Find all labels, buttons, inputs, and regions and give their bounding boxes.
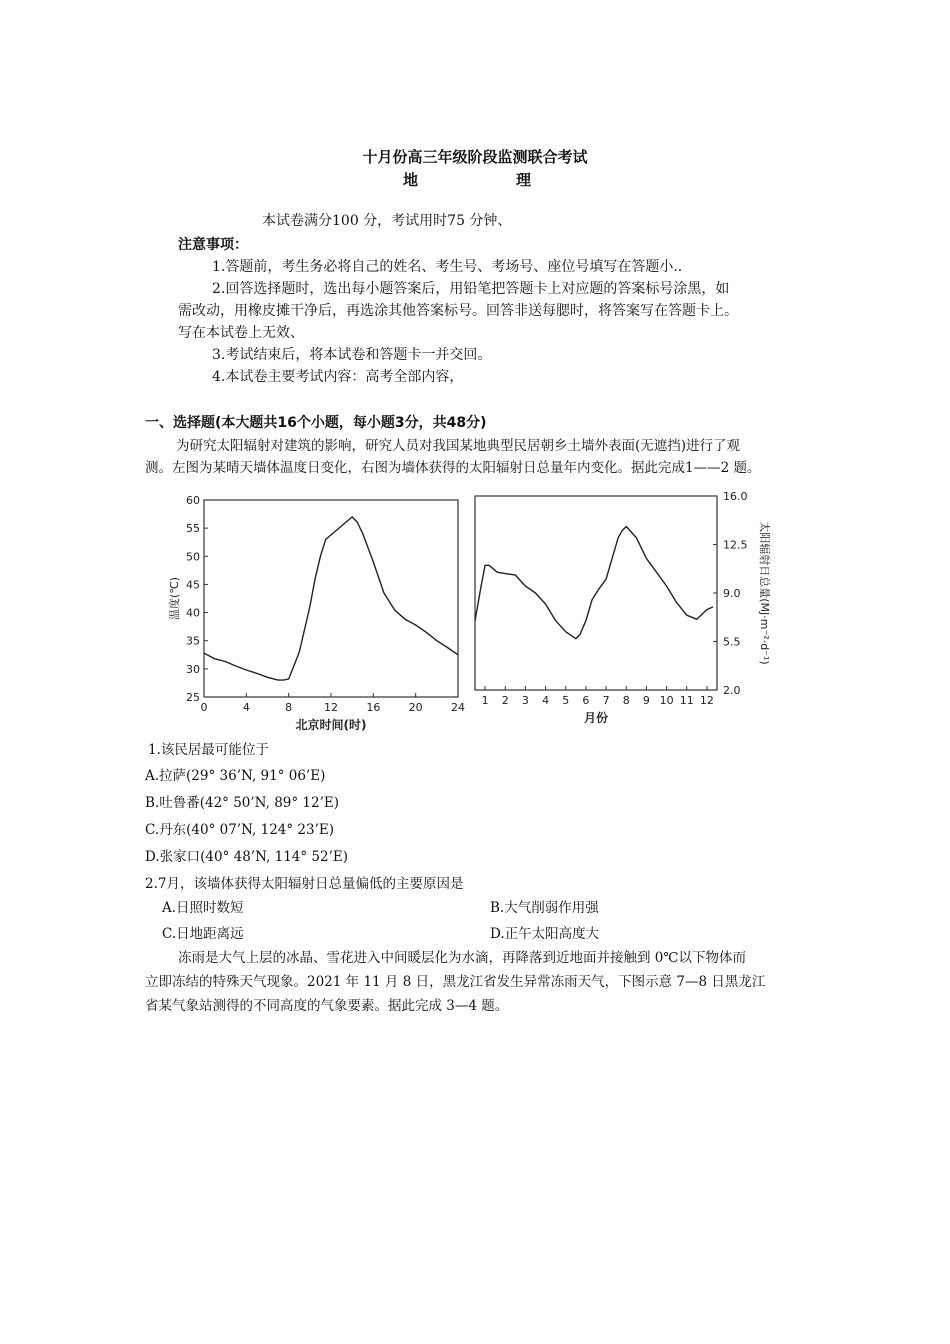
y-tick-label: 50 — [186, 550, 200, 564]
y-tick-label: 2.0 — [723, 684, 741, 697]
y-tick-label: 40 — [186, 606, 200, 620]
y-tick-label: 45 — [186, 578, 200, 592]
x-tick-label: 0 — [200, 701, 208, 714]
x-axis-label: 北京时间(时) — [295, 718, 367, 732]
x-tick-label: 12 — [699, 694, 714, 707]
q2-option-b: B.大气削弱作用强 — [490, 900, 599, 916]
x-tick-label: 8 — [622, 694, 630, 707]
plot-frame — [204, 500, 458, 697]
x-tick-label: 20 — [408, 701, 423, 714]
p3-intro-line3: 省某气象站测得的不同高度的气象要素。据此完成 3—4 题。 — [145, 998, 509, 1014]
y-tick-label: 60 — [186, 494, 200, 507]
section-intro-line2: 测。左图为某晴天墙体温度日变化，右图为墙体获得的太阳辐射日总量年内变化。据此完成1——2 题。 — [145, 460, 761, 476]
y-axis-label: 太阳辐射日总量(MJ·m⁻²·d⁻¹) — [758, 521, 771, 665]
subject-left-char: 地 — [403, 171, 419, 189]
exam-meta: 本试卷满分100 分，考试用时75 分钟、 — [262, 213, 512, 229]
x-tick-label: 6 — [582, 694, 590, 707]
y-tick-label: 35 — [186, 634, 200, 648]
x-tick-label: 11 — [679, 694, 694, 707]
y-tick-label: 25 — [186, 691, 200, 704]
q2-option-a: A.日照时数短 — [162, 900, 244, 916]
q2-stem: 2.7月，该墙体获得太阳辐射日总量偏低的主要原因是 — [145, 876, 464, 892]
note-1: 1.答题前，考生务必将自己的姓名、考生号、考场号、座位号填写在答题小.. — [212, 259, 683, 275]
x-tick-label: 2 — [501, 694, 509, 707]
x-tick-label: 8 — [285, 701, 293, 714]
p3-intro-line1: 冻雨是大气上层的冰晶、雪花进入中间暖层化为水滴，再降落到近地面并接触到 0℃以下物体而 — [178, 950, 746, 966]
series-line — [204, 517, 458, 680]
x-tick-label: 4 — [542, 694, 550, 707]
section-heading: 一、选择题(本大题共16个小题，每小题3分，共48分) — [145, 415, 487, 431]
x-tick-label: 24 — [451, 701, 465, 714]
y-tick-label: 12.5 — [723, 538, 748, 552]
y-axis-label: 温度(℃) — [168, 577, 181, 620]
temperature-chart — [160, 488, 470, 736]
q1-option-d: D.张家口(40° 48’N, 114° 52’E) — [145, 849, 349, 865]
p3-intro-line2: 立即冻结的特殊天气现象。2021 年 11 月 8 日，黑龙江省发生异常冻雨天气，下图示意 7—8 日黑龙江 — [145, 974, 766, 990]
x-tick-label: 16 — [366, 701, 381, 714]
y-tick-label: 55 — [186, 522, 200, 536]
x-tick-label: 4 — [242, 701, 250, 714]
x-tick-label: 12 — [324, 701, 338, 714]
x-axis-label: 月份 — [583, 711, 609, 725]
y-tick-label: 5.5 — [723, 635, 741, 649]
y-tick-label: 9.0 — [723, 587, 741, 600]
note-2-line2: 需改动，用橡皮摊干净后，再选涂其他答案标号。回答非送每腮时，将答案写在答题卡上。 — [178, 303, 738, 319]
x-tick-label: 9 — [642, 694, 650, 707]
section-intro-line1: 为研究太阳辐射对建筑的影响，研究人员对我国某地典型民居朝乡土墙外表面(无遮挡)进行了观 — [176, 438, 741, 454]
note-2-line1: 2.回答选择题时，选出每小题答案后，用铅笔把答题卡上对应题的答案标号涂黑，如 — [212, 281, 730, 297]
note-2-line3: 写在本试卷上无效、 — [178, 325, 304, 341]
series-line — [475, 527, 713, 639]
q2-option-c: C.日地距离远 — [162, 926, 244, 942]
x-tick-label: 10 — [659, 694, 674, 707]
exam-title: 十月份高三年级阶段监测联合考试 — [362, 148, 588, 166]
x-tick-label: 7 — [602, 694, 610, 707]
note-3: 3.考试结束后，将本试卷和答题卡一并交回。 — [212, 347, 492, 363]
x-tick-label: 1 — [481, 694, 489, 707]
x-tick-label: 3 — [521, 694, 529, 707]
q1-option-b: B.吐鲁番(42° 50’N, 89° 12’E) — [145, 795, 340, 811]
y-tick-label: 16.0 — [723, 490, 748, 503]
x-tick-label: 5 — [562, 694, 570, 707]
q1-option-c: C.丹东(40° 07’N, 124° 23’E) — [145, 822, 335, 838]
note-4: 4.本试卷主要考试内容：高考全部内容， — [212, 369, 464, 385]
q2-option-d: D.正午太阳高度大 — [490, 926, 600, 942]
radiation-chart — [470, 488, 800, 736]
q1-stem: 1.该民居最可能位于 — [148, 742, 269, 758]
y-tick-label: 30 — [186, 662, 200, 676]
subject-right-char: 理 — [516, 171, 532, 189]
q1-option-a: A.拉萨(29° 36’N, 91° 06’E) — [145, 768, 326, 784]
notes-heading: 注意事项： — [178, 237, 248, 253]
